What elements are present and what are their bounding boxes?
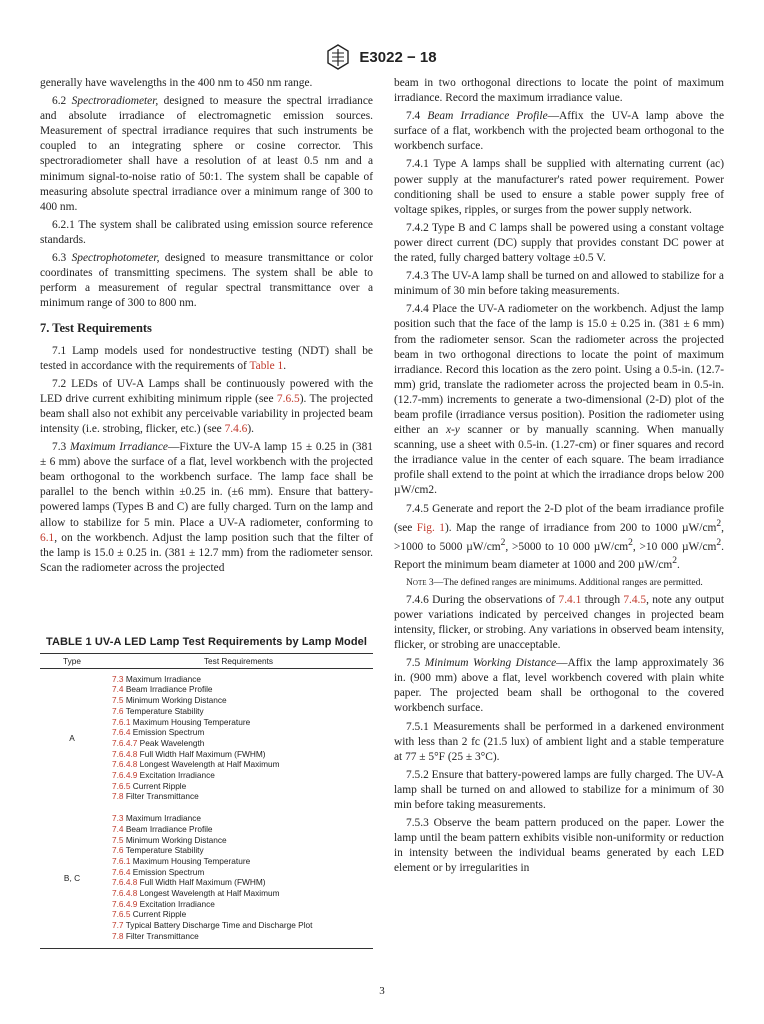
section-ref-link[interactable]: 7.6.4.7 (112, 737, 138, 748)
requirement-item (112, 813, 373, 824)
table-title: TABLE 1 UV-A LED Lamp Test Requirements by Lamp Model (45, 636, 368, 648)
requirement-item (112, 867, 373, 878)
note-3: Note 3—The defined ranges are minimums. Additional ranges are permitted. (406, 577, 703, 589)
section-ref-link[interactable]: 7.4 (112, 823, 124, 834)
requirement-label: Longest Wavelength at Half Maximum (137, 759, 280, 770)
section-ref-link[interactable]: 7.6.4 (112, 727, 131, 738)
requirement-item (112, 674, 373, 685)
section-ref-link[interactable]: 7.6 (112, 705, 124, 716)
requirement-item (112, 920, 373, 931)
right-column (394, 76, 724, 879)
requirement-label: Current Ripple (130, 909, 187, 920)
section-heading: 7. Test Requirements (40, 321, 152, 336)
section-ref-link[interactable]: 7.6 (112, 845, 124, 856)
table-1-link[interactable]: Table 1 (249, 359, 284, 372)
requirement-label: Beam Irradiance Profile (123, 823, 213, 834)
paragraph: beam in two orthogonal directions to locate the point of maximum irradiance. Record the maximum irradiance value. (394, 77, 724, 105)
requirement-label: Longest Wavelength at Half Maximum (137, 888, 280, 899)
paragraph-6-2: 6.2 Spectroradiometer, designed to measure the spectral irradiance and absolute irradiance of electromagnetic emission sources. Measurement of spectral irradiance requires that such instruments be coupled to an integrating sphere or cosine corrector. This spectroradiometer shall have a resolution of at least 0.5 nm and a minimum signal-to-noise ratio of 50:1. The system shall be capable of measuring absolute spectral irradiance over a minimum range of 300 to 400 nm. (40, 95, 373, 213)
requirement-label: Emission Spectrum (130, 866, 205, 877)
section-ref-link[interactable]: 7.6.1 (112, 855, 131, 866)
requirement-label: Full Width Half Maximum (FWHM) (137, 748, 266, 759)
section-ref-link[interactable]: 7.6.4 (112, 866, 131, 877)
requirement-label: Excitation Irradiance (137, 770, 215, 781)
section-ref-link[interactable]: 7.6.4.8 (112, 748, 138, 759)
figure-1-link[interactable]: Fig. 1 (416, 521, 445, 534)
requirement-label: Excitation Irradiance (137, 898, 215, 909)
requirement-item (112, 738, 373, 749)
paragraph-7-5: 7.5 Minimum Working Distance—Affix the lamp approximately 36 in. (900 mm) above a flat, level workbench covered with plain white paper. The projected beam shall be orthogonal to the covered workbench surface. (394, 657, 724, 715)
section-ref-link[interactable]: 7.3 (112, 673, 124, 684)
requirement-label: Minimum Working Distance (123, 834, 227, 845)
requirement-label: Full Width Half Maximum (FWHM) (137, 877, 266, 888)
document-id: E3022 − 18 (359, 48, 437, 66)
requirement-item (112, 931, 373, 942)
column-header: Type (40, 654, 104, 669)
paragraph-7-4-1: 7.4.1 Type A lamps shall be supplied with alternating current (ac) power supply at the manufacturer's rated power requirement. Power conditioning shall be used to ensure a stable power supply free of voltage spikes, ripples, or surges from the power supply network. (394, 158, 724, 216)
requirement-label: Current Ripple (130, 780, 187, 791)
requirement-item (112, 684, 373, 695)
section-ref-link[interactable]: 7.7 (112, 920, 124, 931)
requirement-item (112, 877, 373, 888)
column-header: Test Requirements (104, 654, 373, 669)
page-number: 3 (379, 985, 385, 997)
ref-link[interactable]: 7.4.5 (623, 593, 647, 606)
requirement-item (112, 845, 373, 856)
requirement-label: Peak Wavelength (137, 737, 205, 748)
requirement-item (112, 791, 373, 802)
ref-link[interactable]: 7.4.6 (224, 422, 248, 435)
paragraph-7-4-6: 7.4.6 During the observations of 7.4.1 through 7.4.5, note any output power variations indicated by perceived changes in projected beam intensity, flicker, or strobing. Any variations in observed beam intensity, flicker, or strobing are unacceptable. (394, 593, 724, 652)
paragraph-7-1: 7.1 Lamp models used for nondestructive testing (NDT) shall be tested in accordance with the requirements of Table 1. (40, 344, 373, 372)
section-ref-link[interactable]: 7.6.4.9 (112, 898, 138, 909)
requirement-label: Maximum Housing Temperature (130, 716, 251, 727)
paragraph-7-5-2: 7.5.2 Ensure that battery-powered lamps are fully charged. The UV-A lamp shall be turned on and allowed to stabilize for a minimum of 30 min before taking measurements. (394, 768, 724, 812)
requirement-label: Temperature Stability (123, 845, 204, 856)
section-ref-link[interactable]: 7.6.1 (112, 716, 131, 727)
requirement-item (112, 706, 373, 717)
lamp-type-cell: B, C (40, 808, 104, 948)
requirement-item (112, 749, 373, 760)
paragraph-7-5-3: 7.5.3 Observe the beam pattern produced on the paper. Lower the lamp until the beam pattern exhibits visible non-uniformity or reduction in intensity between the individual beams generated by each LED element or by irregularities in (394, 817, 724, 875)
requirement-label: Maximum Housing Temperature (130, 855, 251, 866)
requirement-label: Typical Battery Discharge Time and Discharge Plot (123, 920, 313, 931)
section-ref-link[interactable]: 7.8 (112, 930, 124, 941)
section-ref-link[interactable]: 7.6.4.9 (112, 770, 138, 781)
section-ref-link[interactable]: 7.6.4.8 (112, 759, 138, 770)
requirements-table (40, 636, 373, 949)
section-ref-link[interactable]: 7.6.4.8 (112, 877, 138, 888)
paragraph: generally have wavelengths in the 400 nm to 450 nm range. (40, 77, 313, 89)
paragraph-6-2-1: 6.2.1 The system shall be calibrated using emission source reference standards. (40, 218, 373, 246)
requirement-item (112, 856, 373, 867)
section-ref-link[interactable]: 7.6.4.8 (112, 888, 138, 899)
requirement-label: Temperature Stability (123, 705, 204, 716)
paragraph-7-4-4: 7.4.4 Place the UV-A radiometer on the workbench. Adjust the lamp position such that the face of the lamp is 15.0 ± 0.25 in. (381 ± 6 mm) from the radiometer sensor. Scan the radiometer across the projected beam in two orthogonal directions to locate the point of maximum irradiance. Record this location as the zero point. Using a 0.5-in. (12.7-mm) grid, translate the radiometer across the projected beam in 0.5-in. (12.7-mm) increments to generate a two-dimensional (2-D) plot of the beam profile (irradiance versus position). Position the radiometer using either an x-y scanner or by manually scanning. When manually scanning, use a sheet with 0.5-in. (1.27-cm) or finer squares and record the irradiance value in the center of each square. The beam irradiance profile shall extend to the point at which the irradiance drops below 200 µW/cm2. (394, 303, 724, 497)
requirements-cell (104, 808, 373, 948)
ref-link[interactable]: 7.6.5 (276, 392, 300, 405)
requirement-item (112, 717, 373, 728)
requirement-item (112, 781, 373, 792)
paragraph-7-4: 7.4 Beam Irradiance Profile—Affix the UV-A lamp above the surface of a flat, workbench with the projected beam orthogonal to the workbench surface. (394, 110, 725, 153)
paragraph-6-3: 6.3 Spectrophotometer, designed to measure transmittance or color coordinates of transmitting specimens. The system shall be able to perform a measurement of regular spectral transmittance over a minimum range of 300 to 800 nm. (40, 252, 373, 310)
astm-logo-icon (327, 44, 349, 70)
table-row (40, 808, 373, 948)
section-ref-link[interactable]: 7.5 (112, 834, 124, 845)
paragraph-7-4-3: 7.4.3 The UV-A lamp shall be turned on and allowed to stabilize for a minimum of 30 min before taking measurements. (394, 270, 724, 298)
section-ref-link[interactable]: 7.8 (112, 791, 124, 802)
paragraph-7-5-1: 7.5.1 Measurements shall be performed in a darkened environment with less than 2 fc (21.5 lux) of ambient light and a stable temperature at 77 ± 5°F (25 ± 3°C). (394, 720, 724, 763)
lamp-type-cell: A (69, 733, 75, 744)
requirement-label: Minimum Working Distance (123, 695, 227, 706)
section-ref-link[interactable]: 7.5 (112, 695, 124, 706)
requirement-item (112, 727, 373, 738)
requirement-label: Emission Spectrum (130, 727, 205, 738)
section-ref-link[interactable]: 7.6.5 (112, 780, 131, 791)
requirement-item (112, 888, 373, 899)
ref-link[interactable]: 7.4.1 (558, 593, 582, 606)
requirement-item (112, 770, 373, 781)
paragraph-7-4-2: 7.4.2 Type B and C lamps shall be powered using a constant voltage power direct current (DC) supply that provides constant DC power at the rated, fully charged battery voltage ±0.5 V. (394, 221, 724, 265)
table-row (40, 668, 373, 808)
requirement-item (112, 695, 373, 706)
paragraph-7-2: 7.2 LEDs of UV-A Lamps shall be continuously powered with the LED drive current exhibiting minimum ripple (see 7.6.5). The projected beam shall also not exhibit any perceivable variability in projected beam intensity (i.e. strobing, flicker, etc.) (see 7.4.6). (40, 377, 373, 435)
requirement-item (112, 909, 373, 920)
requirement-item (112, 759, 373, 770)
requirement-label: Filter Transmittance (123, 930, 199, 941)
requirement-label: Maximum Irradiance (123, 813, 202, 824)
section-ref-link[interactable]: 7.3 (112, 813, 124, 824)
requirement-label: Filter Transmittance (123, 791, 199, 802)
requirement-item (112, 899, 373, 910)
requirement-label: Beam Irradiance Profile (123, 684, 213, 695)
section-ref-link[interactable]: 7.6.5 (112, 909, 131, 920)
requirement-label: Maximum Irradiance (123, 673, 202, 684)
requirements-cell (104, 668, 373, 808)
page-header (0, 44, 764, 70)
requirement-item (112, 824, 373, 835)
paragraph-7-3: 7.3 Maximum Irradiance—Fixture the UV-A lamp 15 ± 0.25 in (381 ± 6 mm) above the surface of a flat, level workbench with the projected beam orthogonal to the workbench surface. The lamp face shall be parallel to the bench within ±0.25 in. (±6 mm). Ensure that battery-powered lamps (Types B and C) are fully charged. Turn on the lamp and allow to stabilize for 5 min. Place a UV-A radiometer, conforming to 6.1, on the workbench. Adjust the lamp position such that the filter of the lamp is 15.0 ± 0.25 in. (381 ± 12.7 mm) from the radiometer sensor. Scan the radiometer across the projected (40, 441, 373, 574)
ref-link[interactable]: 6.1 (40, 531, 55, 544)
requirement-item (112, 835, 373, 846)
paragraph-7-4-5: 7.4.5 Generate and report the 2-D plot of the beam irradiance profile (see Fig. 1). Map the range of irradiance from 200 to 1000 $\mu W/cm^2$, >1000 to 5000 $\mu W/cm^2$, >5000 to 10 000 $\mu W/cm^2$, >10 000 $\mu W/cm^2$. Report the minimum beam diameter at 1000 and 200 $\mu W/cm^2$. (394, 502, 724, 572)
section-ref-link[interactable]: 7.4 (112, 684, 124, 695)
left-column (40, 76, 373, 579)
